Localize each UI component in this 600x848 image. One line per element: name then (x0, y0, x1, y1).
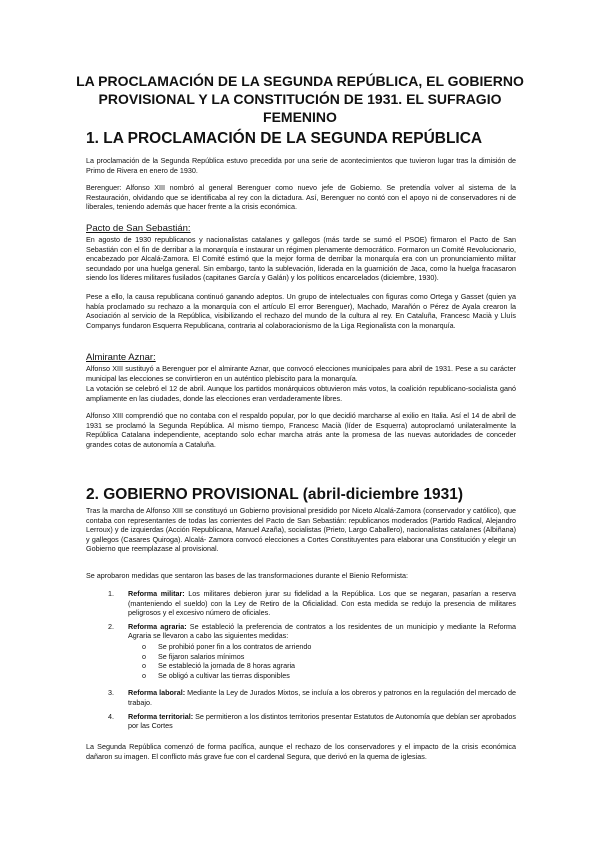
list-number: 2. (108, 621, 114, 631)
paragraph-aznar-1: Alfonso XIII sustituyó a Berenguer por el almirante Aznar, que convocó elecciones municipales para abril de 1931. Pese a su carácter municipal las elecciones se convirtieron en un auténtico plebiscito para la monarquía. (86, 364, 516, 383)
sublist-text: Se fijaron salarios mínimos (158, 651, 245, 661)
paragraph-gobierno: Tras la marcha de Alfonso XIII se constituyó un Gobierno provisional presidido por Niceto Alcalá-Zamora (conservador y católico), que contaba con representantes de todas las corrientes del Pacto de San Sebastián: republicanos moderados (Partido Radical, Alejandro Lerroux) y de izquierdas (Acción Republicana, Manuel Azaña), socialistas (Prieto, Largo Caballero), nacionalistas catalanes (Albiñana) y gallegos (Casares Quiroga). Alcalá- Zamora convocó elecciones a Cortes Constituyentes para elaborar una Constitución y elegir un Gobierno que reemplazase al provisional. (86, 506, 516, 554)
sublist-text: Se obligó a cultivar las tierras disponibles (158, 670, 290, 680)
subheading-pacto: Pacto de San Sebastián: (86, 223, 191, 234)
bullet-icon: o (142, 670, 146, 680)
reform-title: Reforma militar: (128, 589, 185, 598)
reform-text: Se estableció la preferencia de contratos a los residentes de un municipio y mediante la Reforma Agraria se llevaron a cabo las siguientes medidas: (128, 621, 516, 641)
section-1-heading: 1. LA PROCLAMACIÓN DE LA SEGUNDA REPÚBLICA (86, 130, 483, 147)
reform-title: Reforma agraria: (128, 621, 187, 631)
sublist-text: Se estableció la jornada de 8 horas agraria (158, 661, 296, 671)
list-item-reforma-agraria (86, 622, 516, 681)
reform-text: Se permitieron a los distintos territorios presentar Estatutos de Autonomía que debían ser aprobados por las Cortes (128, 711, 516, 731)
sublist-item (142, 671, 516, 681)
document-title: LA PROCLAMACIÓN DE LA SEGUNDA REPÚBLICA, EL GOBIERNO PROVISIONAL Y LA CONSTITUCIÓN DE 1931. EL SUFRAGIO FEMENINO (76, 73, 524, 125)
paragraph-berenguer: Berenguer: Alfonso XIII nombró al general Berenguer como nuevo jefe de Gobierno. Se pretendía volver al sistema de la Restauración, olvidando que se identificaba al rey con la dictadura. Así, Berenguer no contó con el apoyo ni de conservadores ni de liberales, teniendo además que hacer frente a la crisis económica. (86, 183, 516, 212)
sublist-text: Se prohibió poner fin a los contratos de arriendo (158, 641, 312, 651)
subheading-aznar: Almirante Aznar: (86, 352, 156, 363)
list-number: 1. (108, 589, 114, 598)
paragraph-conclusion: La Segunda República comenzó de forma pacífica, aunque el rechazo de los conservadores y el impacto de la crisis económica dañaron su imagen. El conflicto más grave fue con el cardenal Segura, que derivó en la quema de iglesias. (86, 742, 516, 761)
reform-text: Los militares debieron jurar su fidelidad a la República. Los que se negaran, pasarían a reserva (manteniendo el sueldo) con la Ley de Retiro de la Oficialidad. Con esta medida se redujo la presencia de militares peligrosos y el excesivo número de oficiales. (128, 589, 516, 618)
paragraph-aznar-3: Alfonso XIII comprendió que no contaba con el respaldo popular, por lo que decidió marcharse al exilio en Italia. Así el 14 de abril de 1931 se proclamó la Segunda República. Al mismo tiempo, Francesc Macià (líder de Esquerra) autoproclamó unilateralmente la República Catalana independiente, aceptando solo echar marcha atrás ante la promesa de las nuevas autoridades de conceder grandes cotas de autonomía a Cataluña. (86, 411, 516, 449)
list-number: 4. (108, 711, 114, 721)
sublist-item (142, 652, 516, 662)
paragraph-pacto-2: Pese a ello, la causa republicana continuó ganando adeptos. Un grupo de intelectuales con figuras como Ortega y Gasset (quien ya había proclamado su rechazo a la monarquía con el artículo El error Berenguer), Machado, Marañón o Pérez de Ayala crearon la Asociación al servicio de la República, visibilizando el rechazo del mundo de la cultura al rey. En Cataluña, Francesc Macià y Lluís Companys fundaron Esquerra Republicana, contraria al colaboracionismo de la Liga Regionalista con la monarquía. (86, 292, 516, 330)
bullet-icon: o (142, 641, 146, 651)
list-number: 3. (108, 688, 114, 698)
paragraph-medidas: Se aprobaron medidas que sentaron las bases de las transformaciones durante el Bienio Reformista: (86, 571, 409, 580)
bullet-icon: o (142, 651, 146, 661)
paragraph-intro: La proclamación de la Segunda República estuvo precedida por una serie de acontecimientos que tuvieron lugar tras la dimisión de Primo de Rivera en enero de 1930. (86, 156, 516, 175)
reform-text: Mediante la Ley de Jurados Mixtos, se incluía a los obreros y patronos en la regulación del mercado de trabajo. (128, 688, 516, 707)
reform-title: Reforma territorial: (128, 711, 194, 721)
agraria-sublist (128, 642, 516, 680)
reform-title: Reforma laboral: (128, 688, 186, 698)
list-item-reforma-militar (86, 589, 516, 618)
list-item-reforma-laboral (86, 688, 516, 707)
reforms-list (86, 589, 516, 735)
list-item-reforma-territorial (86, 712, 516, 731)
paragraph-pacto-1: En agosto de 1930 republicanos y nacionalistas catalanes y gallegos (más tarde se sumó el PSOE) firmaron el Pacto de San Sebastián con el fin de derribar a la monarquía e instaurar un régimen plenamente democrático. Formaron un Comité Revolucionario, encabezado por Alcalá-Zamora. El Comité estimó que la mejor forma de derribar la monarquía era con un pronunciamiento militar secundado por una huelga general. Sin embargo, tanto la sublevación, liderada en la guarnición de Jaca, como la huelga fracasaron siendo los líderes militares fusilados (capitanes García y Galán) y los políticos encarcelados (diciembre, 1930). (86, 235, 516, 283)
bullet-icon: o (142, 661, 146, 671)
section-2-heading: 2. GOBIERNO PROVISIONAL (abril-diciembre 1931) (86, 486, 463, 503)
sublist-item (142, 661, 516, 671)
sublist-item (142, 642, 516, 652)
paragraph-aznar-2: La votación se celebró el 12 de abril. Aunque los partidos monárquicos obtuvieron más votos, la coalición republicano-socialista ganó ampliamente en las ciudades, donde las elecciones eran verdaderamente libres. (86, 384, 516, 403)
